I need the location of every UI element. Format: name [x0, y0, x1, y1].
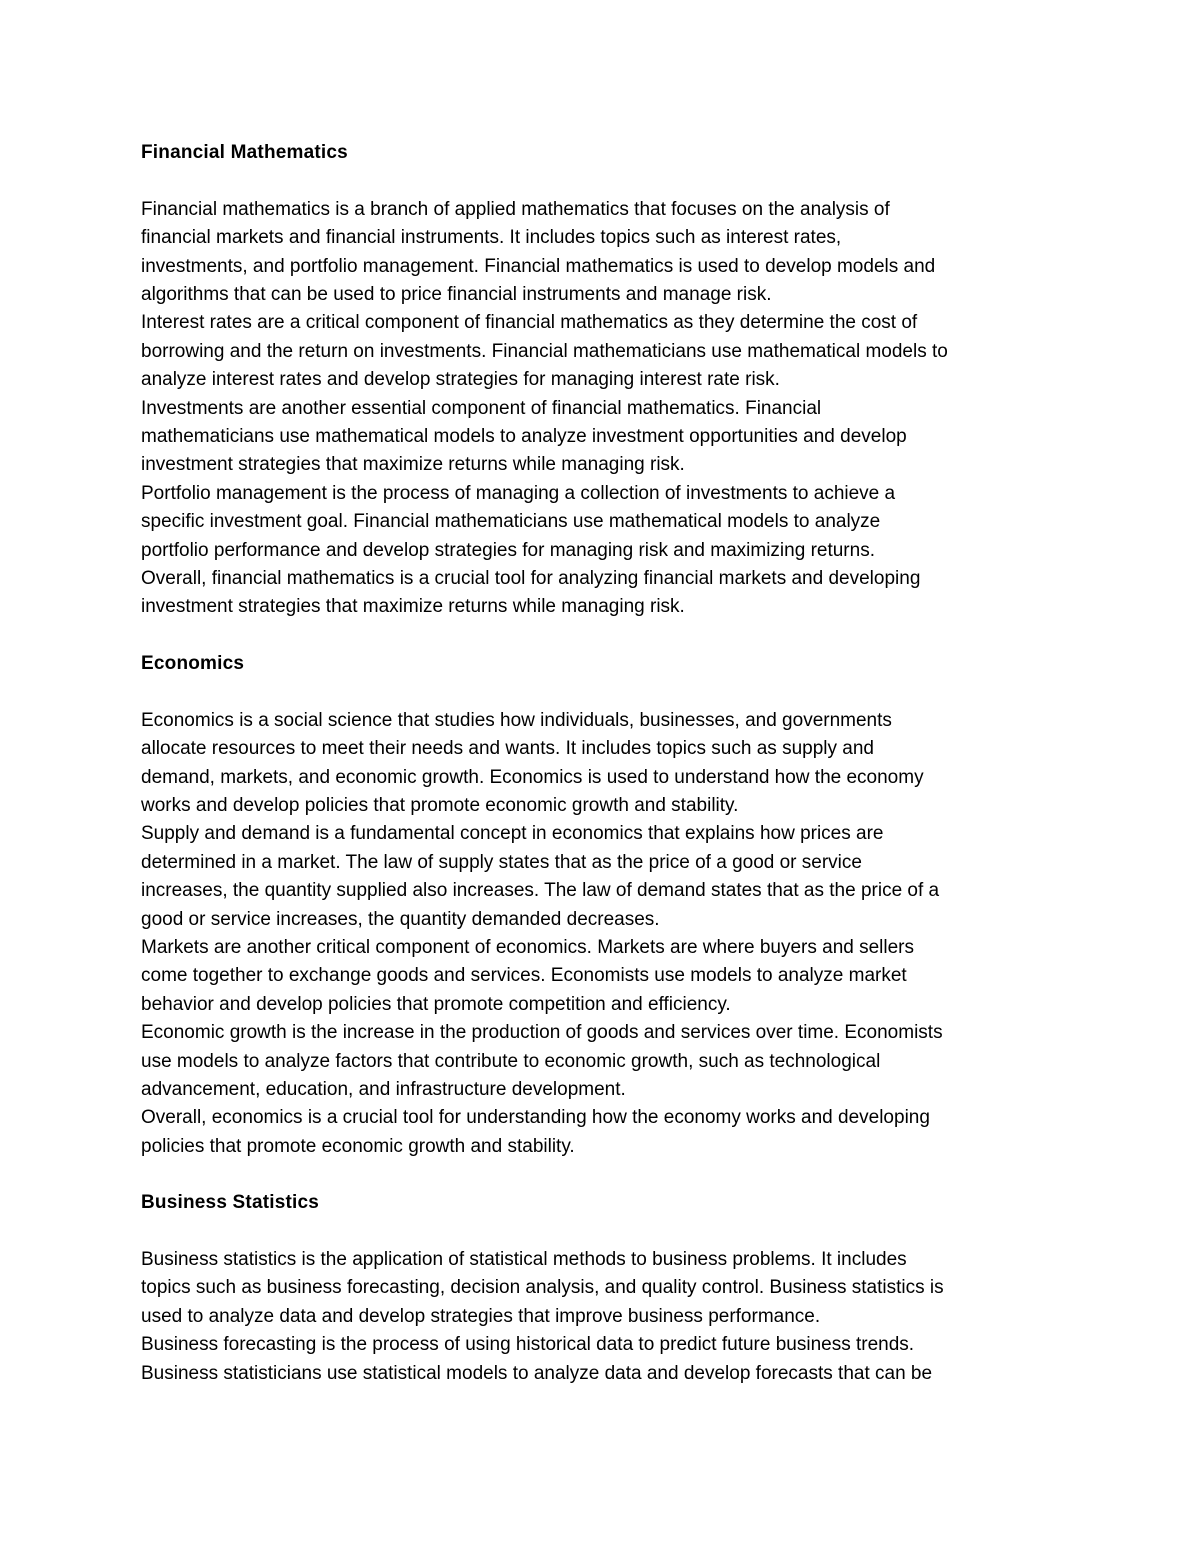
text-line: Supply and demand is a fundamental concept in economics that explains how prices are — [141, 823, 884, 845]
text-line: good or service increases, the quantity demanded decreases. — [141, 908, 660, 930]
text-line: come together to exchange goods and services. Economists use models to analyze market — [141, 965, 907, 987]
text-line: works and develop policies that promote economic growth and stability. — [141, 794, 739, 816]
text-line: specific investment goal. Financial mathematicians use mathematical models to analyze — [141, 511, 881, 533]
text-line: portfolio performance and develop strategies for managing risk and maximizing returns. — [141, 539, 875, 561]
text-line: used to analyze data and develop strategies that improve business performance. — [141, 1305, 821, 1327]
text-line: topics such as business forecasting, decision analysis, and quality control. Business statistics is — [141, 1277, 944, 1299]
text-line: Economic growth is the increase in the production of goods and services over time. Economists — [141, 1022, 943, 1044]
text-line: determined in a market. The law of supply states that as the price of a good or service — [141, 851, 862, 873]
text-line: Business forecasting is the process of using historical data to predict future business trends. — [141, 1334, 915, 1356]
text-line: Overall, financial mathematics is a crucial tool for analyzing financial markets and developing — [141, 568, 921, 590]
section-business-statistics — [141, 1189, 1081, 1388]
text-line: investment strategies that maximize returns while managing risk. — [141, 596, 685, 618]
text-line: mathematicians use mathematical models to analyze investment opportunities and develop — [141, 426, 907, 448]
text-line: borrowing and the return on investments. Financial mathematicians use mathematical models to — [141, 340, 948, 362]
text-line: Business statisticians use statistical models to analyze data and develop forecasts that can be — [141, 1362, 933, 1384]
text-line: Portfolio management is the process of managing a collection of investments to achieve a — [141, 482, 896, 504]
text-line: financial markets and financial instruments. It includes topics such as interest rates, — [141, 227, 842, 249]
text-line: Markets are another critical component of economics. Markets are where buyers and sellers — [141, 936, 915, 958]
text-line: Investments are another essential component of financial mathematics. Financial — [141, 397, 822, 419]
section-heading: Financial Mathematics — [141, 142, 348, 163]
text-line: Financial mathematics is a branch of applied mathematics that focuses on the analysis of — [141, 198, 890, 220]
text-line: advancement, education, and infrastructure development. — [141, 1078, 626, 1100]
text-line: Interest rates are a critical component of financial mathematics as they determine the cost of — [141, 312, 918, 334]
text-line: policies that promote economic growth and stability. — [141, 1135, 575, 1157]
text-line: Economics is a social science that studies how individuals, businesses, and governments — [141, 709, 892, 731]
text-line: Business statistics is the application of statistical methods to business problems. It includes — [141, 1248, 907, 1270]
document-page — [141, 139, 1081, 1416]
section-economics — [141, 650, 1081, 1161]
section-heading: Business Statistics — [141, 1192, 320, 1214]
text-line: investment strategies that maximize returns while managing risk. — [141, 454, 685, 476]
section-heading: Economics — [141, 652, 245, 674]
text-line: investments, and portfolio management. Financial mathematics is used to develop models and — [141, 255, 936, 277]
text-line: algorithms that can be used to price financial instruments and manage risk. — [141, 284, 772, 306]
text-line: use models to analyze factors that contribute to economic growth, such as technological — [141, 1050, 881, 1072]
text-line: Overall, economics is a crucial tool for understanding how the economy works and developing — [141, 1107, 930, 1129]
text-line: behavior and develop policies that promote competition and efficiency. — [141, 993, 731, 1015]
section-financial-mathematics — [141, 139, 1081, 622]
text-line: allocate resources to meet their needs and wants. It includes topics such as supply and — [141, 738, 874, 760]
text-line: increases, the quantity supplied also increases. The law of demand states that as the price of a — [141, 880, 940, 902]
text-line: demand, markets, and economic growth. Economics is used to understand how the economy — [141, 766, 924, 788]
text-line: analyze interest rates and develop strategies for managing interest rate risk. — [141, 369, 780, 391]
